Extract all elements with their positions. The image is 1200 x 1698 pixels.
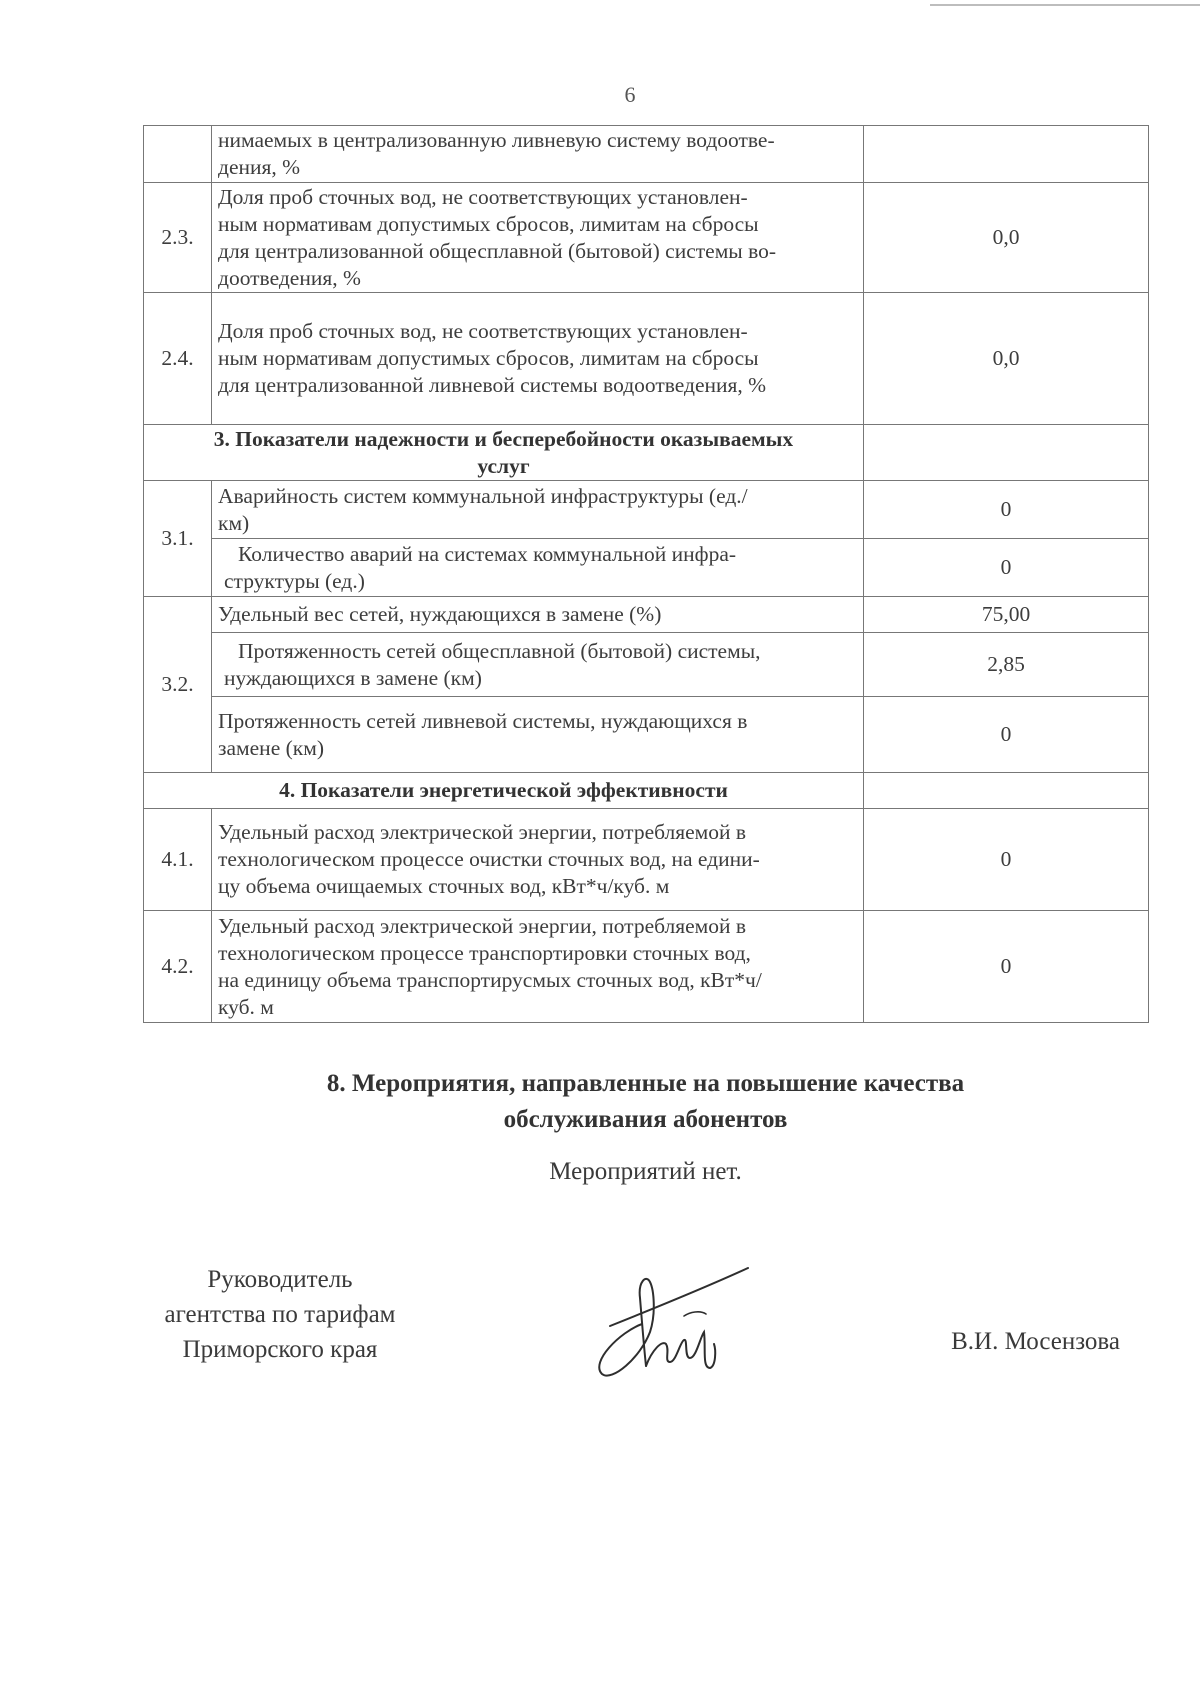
table-row xyxy=(144,293,1149,425)
row-value xyxy=(864,425,1149,481)
row-value xyxy=(864,126,1149,183)
row-description: Протяженность сетей общесплавной (бытовой) системы, нуждающихся в замене (км) xyxy=(212,633,864,697)
section-title: 3. Показатели надежности и бесперебойности оказываемых услуг xyxy=(144,425,864,481)
row-description: Доля проб сточных вод, не соответствующих установлен- ным нормативам допустимых сбросов, лимитам на сбросы для централизованной ливневой системы водоотведения, % xyxy=(212,293,864,425)
handwritten-signature xyxy=(580,1262,760,1382)
signer-name: В.И. Мосензова xyxy=(951,1328,1120,1355)
row-value xyxy=(864,773,1149,809)
table-row xyxy=(144,539,1149,597)
table-row xyxy=(144,597,1149,633)
row-description: Удельный расход электрической энергии, потребляемой в технологическом процессе очистки сточных вод, на едини- цу объема очищаемых сточных вод, кВт*ч/куб. м xyxy=(212,809,864,911)
row-number: 2.3. xyxy=(144,183,212,293)
row-value: 0,0 xyxy=(864,293,1149,425)
row-value: 0 xyxy=(864,809,1149,911)
row-value: 0 xyxy=(864,911,1149,1023)
table-row xyxy=(144,633,1149,697)
row-description: Аварийность систем коммунальной инфраструктуры (ед./ км) xyxy=(212,481,864,539)
indicators-table xyxy=(143,125,1149,1023)
row-description: Доля проб сточных вод, не соответствующих установлен- ным нормативам допустимых сбросов, лимитам на сбросы для централизованной общесплавной (бытовой) системы во- доотведения, % xyxy=(212,183,864,293)
row-number: 2.4. xyxy=(144,293,212,425)
section-header-row xyxy=(144,773,1149,809)
row-value: 2,85 xyxy=(864,633,1149,697)
table-row xyxy=(144,809,1149,911)
row-description: нимаемых в централизованную ливневую систему водоотве- дения, % xyxy=(212,126,864,183)
row-description: Удельный вес сетей, нуждающихся в замене (%) xyxy=(212,597,864,633)
row-value: 0 xyxy=(864,539,1149,597)
row-description: Удельный расход электрической энергии, потребляемой в технологическом процессе транспортировки сточных вод, на единицу объема транспортирусмых сточных вод, кВт*ч/ куб. м xyxy=(212,911,864,1023)
section-8-body: Мероприятий нет. xyxy=(549,1158,742,1185)
row-number: 4.2. xyxy=(144,911,212,1023)
table-row xyxy=(144,183,1149,293)
row-value: 0 xyxy=(864,481,1149,539)
row-description: Протяженность сетей ливневой системы, нуждающихся в замене (км) xyxy=(212,697,864,773)
signer-title: Руководитель агентства по тарифам Приморского края xyxy=(164,1266,396,1363)
row-number: 3.1. xyxy=(144,481,212,597)
table-row xyxy=(144,481,1149,539)
row-number: 3.2. xyxy=(144,597,212,773)
scan-edge-line xyxy=(930,0,1200,6)
section-title: 4. Показатели энергетической эффективности xyxy=(144,773,864,809)
page-number: 6 xyxy=(624,82,636,107)
row-number xyxy=(144,126,212,183)
row-value: 0 xyxy=(864,697,1149,773)
row-value: 75,00 xyxy=(864,597,1149,633)
row-number: 4.1. xyxy=(144,809,212,911)
row-description: Количество аварий на системах коммунальной инфра- структуры (ед.) xyxy=(212,539,864,597)
row-value: 0,0 xyxy=(864,183,1149,293)
section-header-row xyxy=(144,425,1149,481)
section-8-heading: 8. Мероприятия, направленные на повышение качества обслуживания абонентов xyxy=(326,1070,965,1133)
table-row xyxy=(144,911,1149,1023)
table-row xyxy=(144,126,1149,183)
table-row xyxy=(144,697,1149,773)
